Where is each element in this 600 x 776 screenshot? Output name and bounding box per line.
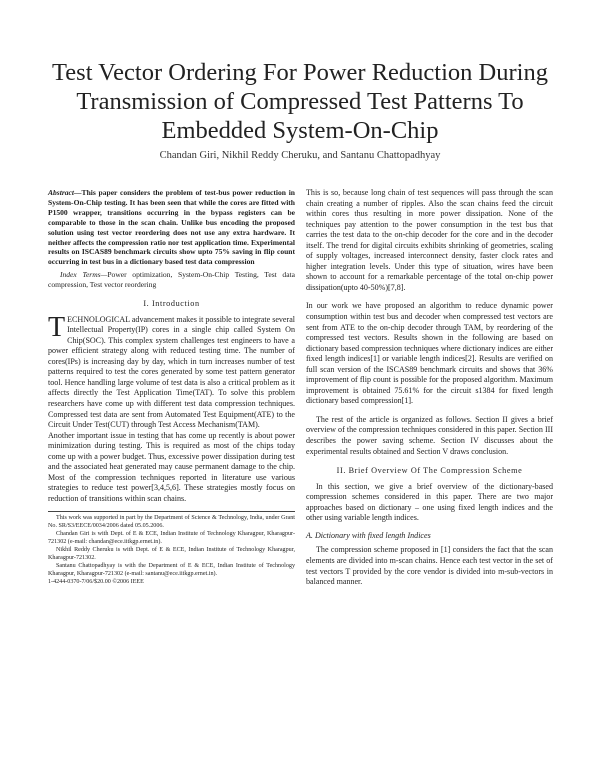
- author-list: Chandan Giri, Nikhil Reddy Cheruku, and Santanu Chattopadhyay: [159, 150, 441, 161]
- abstract-label: Abstract—: [48, 188, 82, 197]
- body-paragraph: The compression scheme proposed in [1] considers the fact that the scan elements are divided into m-scan chains. Hence each test vector in the set of test vectors T provided by the core vendor is divided into m-sub-vectors in balanced manner.: [306, 545, 553, 587]
- footnote-author-3: Santanu Chattopadhyay is with the Department of E & ECE, Indian Institute of Technology Kharagpur, Kharagpur-721302 (e-mail: santanu@ece.iitkgp.ernet.in).: [48, 562, 295, 577]
- intro-paragraph: [48, 311, 295, 431]
- subsection-heading: A. Dictionary with fixed length Indices: [306, 530, 431, 540]
- drop-cap: T: [48, 311, 66, 343]
- body-paragraph: This is so, because long chain of test sequences will pass through the scan chain creating a number of ripples. Also the scan chains feed the circuit within cores thus resulting in more power dissipation. None of the techniques pay attention to the power consumption in the test bus that carries the test data to the on-chip decoder for the core and in the decoder itself. The trend for digital circuits exhibits shrinking of geometries, scaling of supply voltages, increased interconnect density, faster clock rates and higher integration levels. Under this type of situation, wires have been shown to account for a remarkable percentage of the total on-chip power dissipation(upto 40-50%)[7,8].: [306, 188, 553, 292]
- paper-title: Test Vector Ordering For Power Reduction During Transmission of Compressed Test Patterns To Embedded System-On-Chip: [52, 59, 548, 144]
- index-terms: [48, 270, 295, 290]
- section-heading-introduction: I. Introduction: [143, 299, 200, 309]
- copyright-id: 1-4244-0370-7/06/$20.00 ©2006 IEEE: [48, 578, 144, 585]
- intro-paragraph-text: ECHNOLOGICAL advancement makes it possible to integrate several Intellectual Property(IP) cores in a single chip called System On Chip(SOC). This complex system challenges test engineers to have a power efficient strategy along with reduced testing time. The number of cores(IPs) is increasing day by day, which in turn increases number of test patterns required to test the cores generated by some test pattern generator tool. Hence handling large volume of test data is also a critical problem as it affects directly the Test Application Time(TAT). To solve this problem researchers have come up with different test data compression techniques. Compressed test data are sent from Automated Test Equipment(ATE) to the Circuit Under Test(CUT) through Test Access Mechanism(TAM).: [48, 314, 295, 430]
- footnote-author-2: Nikhil Reddy Cheruku is with Dept. of E & ECE, Indian Institute of Technology Kharagpur, Kharagpur-721302.: [48, 547, 295, 561]
- body-paragraph: In our work we have proposed an algorithm to reduce dynamic power consumption within test bus and decoder when compressed test vectors are sent from ATE to the on-chip decoder through TAM, by reordering of the compressed test vectors. Results shown in the following are based on dictionary based compression techniques where dictionary indices are either fixed length indices[1] or variable length indices[2]. Results are verified on full scan version of the ISCAS89 benchmark circuits and shows that 36% improvement of flip count is possible for the proposed algorithm. Maximum improvement is obtained 75.61% for the circuit s1384 for fixed length dictionary based compression[1].: [306, 301, 553, 406]
- footnote-author-1: Chandan Giri is with Dept. of E & ECE, Indian Institute of Technology Kharagpur, Kharagpur-721302 (e-mail: chandan@ece.iitkgp.ernet.in).: [48, 531, 295, 546]
- footnotes: [48, 511, 295, 586]
- abstract-text: This paper considers the problem of test-bus power reduction in System-On-Chip testing. It has been seen that while the cores are fitted with P1500 wrapper, transitions occurring in the bypass registers can be comparable to those in the scan chain. Unlike bus encoding the proposed solution using test vector reordering does not use any extra hardware. It neither affects the compression ratio nor test application time. Experimental results on ISCAS89 benchmark circuits show upto 75% saving in flip count occurring in test bus in a dictionary based test data compression: [48, 188, 295, 267]
- left-column: [48, 188, 295, 587]
- index-terms-label: Index Terms—: [60, 270, 108, 280]
- index-terms-text: Power optimization, System-On-Chip Testing, Test data compression, Test vector reordering: [48, 270, 295, 290]
- body-paragraph: The rest of the article is organized as follows. Section II gives a brief overview of the compression techniques considered in this paper. Section III describes the power saving scheme. Section IV discusses about the experimental results obtained and Section V draws conclusion.: [306, 414, 553, 456]
- intro-paragraph-2: Another important issue in testing that has come up recently is about power minimization during testing. This is required as most of the chips today come up with a power budget. Thus, excessive power dissipation during test and the associated heat generated may cause permanent damage to the chip. Most of the compression techniques reported in literature use various strategies to reduce test power[3,4,5,6]. These strategies mostly focus on reduction of transitions within scan chains.: [48, 430, 295, 503]
- right-column: [306, 188, 553, 588]
- body-paragraph: In this section, we give a brief overview of the dictionary-based compression schemes considered in this paper. There are two major approaches based on dictionary – one using fixed length indices and the other using variable length indices.: [306, 481, 553, 523]
- section-heading-overview: II. Brief Overview Of The Compression Scheme: [336, 466, 523, 476]
- abstract: [48, 188, 295, 267]
- footnote-funding: This work was supported in part by the Department of Science & Technology, India, under Grant No. SR/S3/EECE/0034/2006 dated 05.05.2006.: [48, 515, 295, 530]
